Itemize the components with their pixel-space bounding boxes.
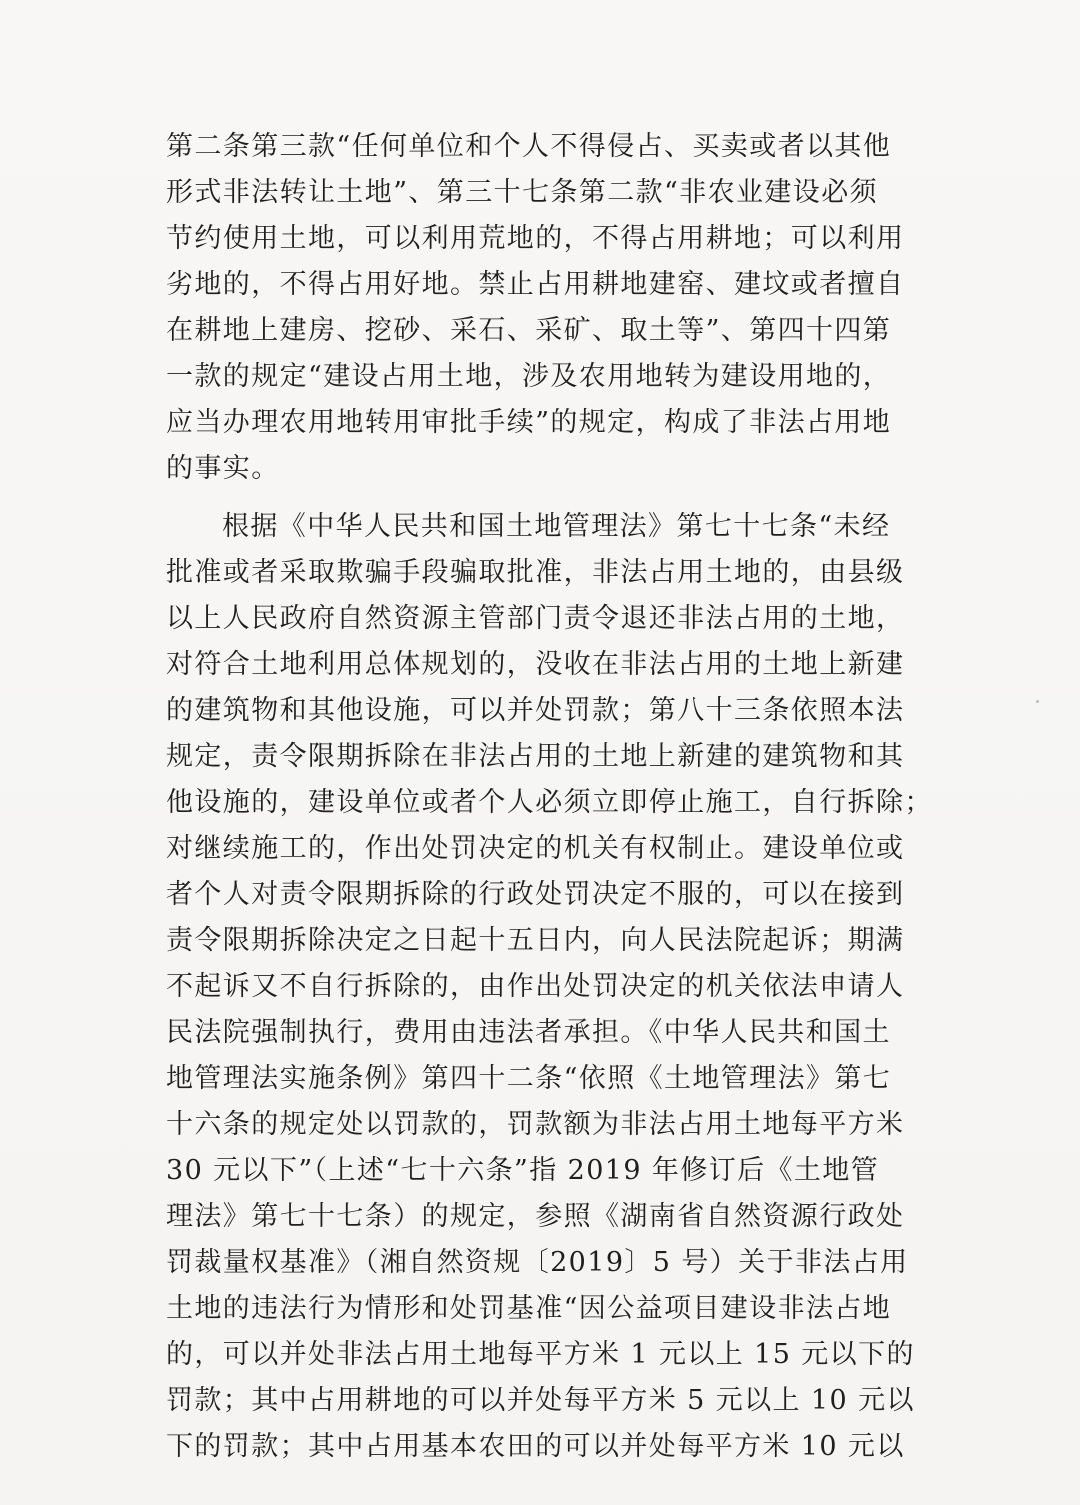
text-line: 根据《中华人民共和国土地管理法》第七十七条“未经 [222,511,891,542]
text-line: 以上人民政府自然资源主管部门责令退还非法占用的土地， [166,603,905,634]
text-line: 节约使用土地，可以利用荒地的，不得占用耕地；可以利用 [166,223,905,254]
text-line: 规定，责令限期拆除在非法占用的土地上新建的建筑物和其 [166,741,905,772]
text-line: 应当办理农用地转用审批手续”的规定，构成了非法占用地 [166,407,892,438]
text-line: 形式非法转让土地”、第三十七条第二款“非农业建设必须 [166,177,879,208]
text-line: 民法院强制执行，费用由违法者承担。《中华人民共和国土 [166,1017,891,1048]
text-line: 的，可以并处非法占用土地每平方米 1 元以上 15 元以下的 [166,1339,915,1370]
text-line: 对继续施工的，作出处罚决定的机关有权制止。建设单位或 [166,833,905,864]
document-body [166,124,933,1470]
paragraph-1 [166,124,918,492]
text-line: 地管理法实施条例》第四十二条“依照《土地管理法》第七 [166,1063,892,1094]
scan-speck [1036,700,1039,703]
text-line: 对符合土地利用总体规划的，没收在非法占用的土地上新建 [166,649,905,680]
text-line: 罚裁量权基准》（湘自然资规〔2019〕5 号）关于非法占用 [166,1247,909,1278]
text-line: 他设施的，建设单位或者个人必须立即停止施工，自行拆除； [166,787,933,818]
text-line: 下的罚款；其中占用基本农田的可以并处每平方米 10 元以 [166,1431,905,1462]
text-line: 不起诉又不自行拆除的，由作出处罚决定的机关依法申请人 [166,971,905,1002]
text-line: 者个人对责令限期拆除的行政处罚决定不服的，可以在接到 [166,879,905,910]
text-line: 罚款；其中占用耕地的可以并处每平方米 5 元以上 10 元以 [166,1385,915,1416]
text-line: 土地的违法行为情形和处罚基准“因公益项目建设非法占地 [166,1293,892,1324]
text-line: 第二条第三款“任何单位和个人不得侵占、买卖或者以其他 [166,131,892,162]
text-line: 的事实。 [166,453,280,484]
text-line: 在耕地上建房、挖砂、采石、采矿、取土等”、第四十四第 [166,315,892,346]
text-line: 批准或者采取欺骗手段骗取批准，非法占用土地的，由县级 [166,557,905,588]
text-line: 的建筑物和其他设施，可以并处罚款；第八十三条依照本法 [166,695,905,726]
text-line: 责令限期拆除决定之日起十五日内，向人民法院起诉；期满 [166,925,905,956]
paragraph-2 [166,504,933,1470]
text-line: 劣地的，不得占用好地。禁止占用耕地建窑、建坟或者擅自 [166,269,905,300]
text-line: 30 元以下”（上述“七十六条”指 2019 年修订后《土地管 [166,1155,880,1186]
text-line: 理法》第七十七条）的规定，参照《湖南省自然资源行政处 [166,1201,905,1232]
text-line: 十六条的规定处以罚款的，罚款额为非法占用土地每平方米 [166,1109,905,1140]
text-line: 一款的规定“建设占用土地，涉及农用地转为建设用地的， [166,361,892,392]
